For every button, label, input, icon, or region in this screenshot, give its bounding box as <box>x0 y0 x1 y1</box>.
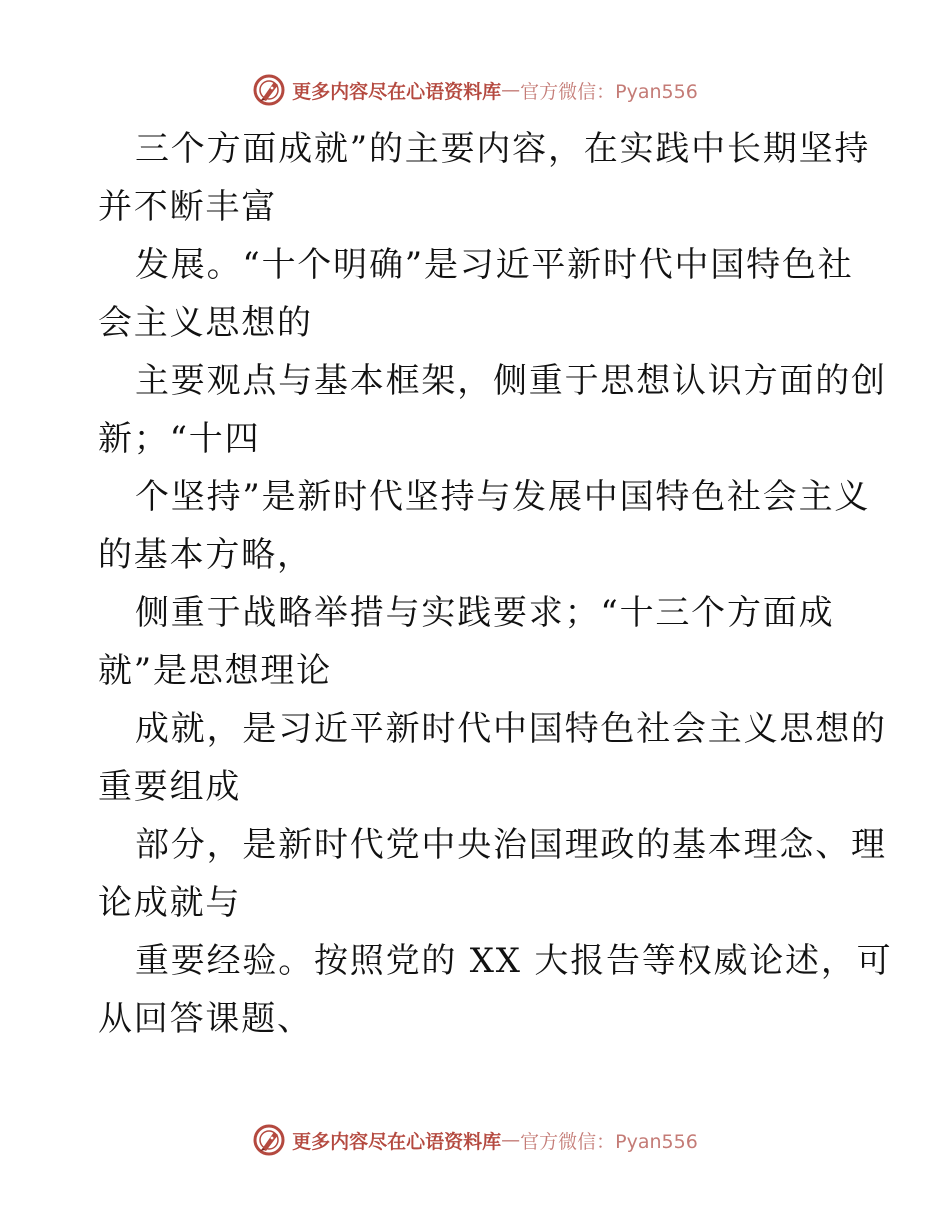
footer-banner-text <box>292 1127 698 1154</box>
body-line: 的基本方略， <box>98 535 313 575</box>
footer-banner-wechat: 官方微信：Pyan556 <box>520 1130 698 1153</box>
pen-nib-logo-icon <box>252 1123 286 1157</box>
document-body <box>98 120 893 1048</box>
footer-banner-dash: — <box>501 1129 521 1151</box>
header-banner-dash: — <box>501 79 521 101</box>
header-banner-text <box>292 77 698 104</box>
body-line: 三个方面成就”的主要内容，在实践中长期坚持 <box>135 129 871 169</box>
header-banner-wechat: 官方微信：Pyan556 <box>520 80 698 103</box>
header-banner-main: 更多内容尽在心语资料库 <box>292 80 502 103</box>
body-line: 并不断丰富 <box>98 187 277 227</box>
body-line: 主要观点与基本框架，侧重于思想认识方面的创 <box>135 361 887 401</box>
body-line: 发展。“十个明确”是习近平新时代中国特色社 <box>135 245 854 285</box>
footer-banner-main: 更多内容尽在心语资料库 <box>292 1130 502 1153</box>
body-line: 会主义思想的 <box>98 303 313 343</box>
body-line: 成就，是习近平新时代中国特色社会主义思想的 <box>135 709 887 749</box>
body-line: 从回答课题、 <box>98 999 313 1039</box>
body-line: 新；“十四 <box>98 419 261 459</box>
body-line: 部分，是新时代党中央治国理政的基本理念、理 <box>135 825 887 865</box>
body-line: 就”是思想理论 <box>98 651 332 691</box>
body-line: 重要组成 <box>98 767 242 807</box>
header-banner <box>0 70 950 110</box>
pen-nib-logo-icon <box>252 73 286 107</box>
body-line: 重要经验。按照党的 XX 大报告等权威论述，可 <box>135 941 893 981</box>
body-line: 个坚持”是新时代坚持与发展中国特色社会主义 <box>135 477 871 517</box>
body-line: 侧重于战略举措与实践要求；“十三个方面成 <box>135 593 835 633</box>
body-line: 论成就与 <box>98 883 242 923</box>
footer-banner <box>0 1120 950 1160</box>
